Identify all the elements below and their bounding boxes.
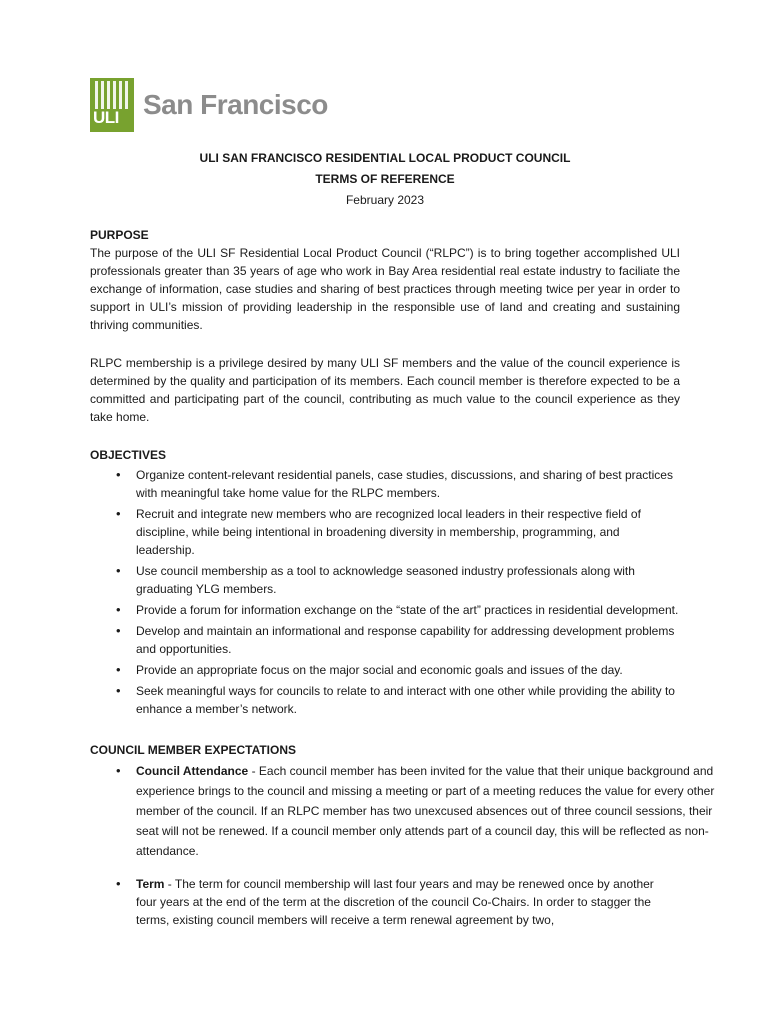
objectives-list bbox=[90, 466, 680, 718]
list-item bbox=[136, 761, 720, 861]
expectations-list bbox=[90, 761, 715, 929]
uli-logo-letters: ULI bbox=[93, 108, 119, 127]
title-line-2: TERMS OF REFERENCE bbox=[315, 172, 455, 186]
document-body bbox=[90, 149, 715, 929]
expectations-heading: COUNCIL MEMBER EXPECTATIONS bbox=[90, 743, 297, 757]
document-date: February 2023 bbox=[345, 193, 425, 207]
attendance-term: Council Attendance bbox=[136, 764, 249, 778]
purpose-paragraph-1: The purpose of the ULI SF Residential Local Product Council (“RLPC”) is to bring together accomplished ULI professionals greater than 35 years of age who work in Bay Area residential real estate industry to faciliate the exchange of information, case studies and sharing of best practices through meeting twice per year in order to support in ULI’s mission of providing leadership in the responsible use of land and creating and sustaining thriving communities. bbox=[90, 246, 680, 332]
list-item: • Use council membership as a tool to acknowledge seasoned industry professionals along with graduating YLG members. bbox=[136, 562, 680, 598]
list-item: • Provide an appropriate focus on the major social and economic goals and issues of the day. bbox=[136, 661, 680, 679]
term-term: Term bbox=[136, 877, 165, 891]
logo-city-name: San Francisco bbox=[143, 89, 328, 120]
list-item: • Organize content-relevant residential panels, case studies, discussions, and sharing of best practices with meaningful take home value for the RLPC members. bbox=[136, 466, 680, 502]
list-item: • Seek meaningful ways for councils to relate to and interact with one other while providing the ability to enhance a member’s network. bbox=[136, 682, 680, 718]
purpose-heading: PURPOSE bbox=[90, 228, 149, 242]
attendance-text: - Each council member has been invited for the value that their unique background and experience brings to the council and missing a meeting or part of a meeting reduces the value for every other member of the council. If an RLPC member has two unexcused absences out of three council sessions, their seat will not be renewed. If a council member only attends part of a council day, this will be reflected as non-attendance. bbox=[136, 764, 715, 858]
list-item: • Recruit and integrate new members who are recognized local leaders in their respective field of discipline, while being intentional in broadening diversity in membership, programming, and leadership. bbox=[136, 505, 680, 559]
objectives-heading: OBJECTIVES bbox=[90, 448, 167, 462]
list-item: • Provide a forum for information exchange on the “state of the art” practices in residential development. bbox=[136, 601, 680, 619]
document-title-block bbox=[90, 149, 680, 209]
list-item: • Develop and maintain an informational and response capability for addressing development problems and opportunities. bbox=[136, 622, 680, 658]
uli-logo-mark bbox=[90, 78, 134, 132]
purpose-paragraph-2: RLPC membership is a privilege desired by many ULI SF members and the value of the council experience is determined by the quality and participation of its members. Each council member is therefore expected to be a committed and participating part of the council, contributing as much value to the council experience as they take home. bbox=[90, 356, 680, 424]
term-text: - The term for council membership will last four years and may be renewed once by another four years at the end of the term at the discretion of the council Co-Chairs. In order to stagger the terms, existing council members will receive a term renewal agreement by two, bbox=[136, 877, 654, 927]
uli-sf-logo bbox=[90, 78, 328, 132]
list-item bbox=[136, 875, 676, 929]
title-line-1: ULI SAN FRANCISCO RESIDENTIAL LOCAL PRODUCT COUNCIL bbox=[199, 151, 571, 165]
